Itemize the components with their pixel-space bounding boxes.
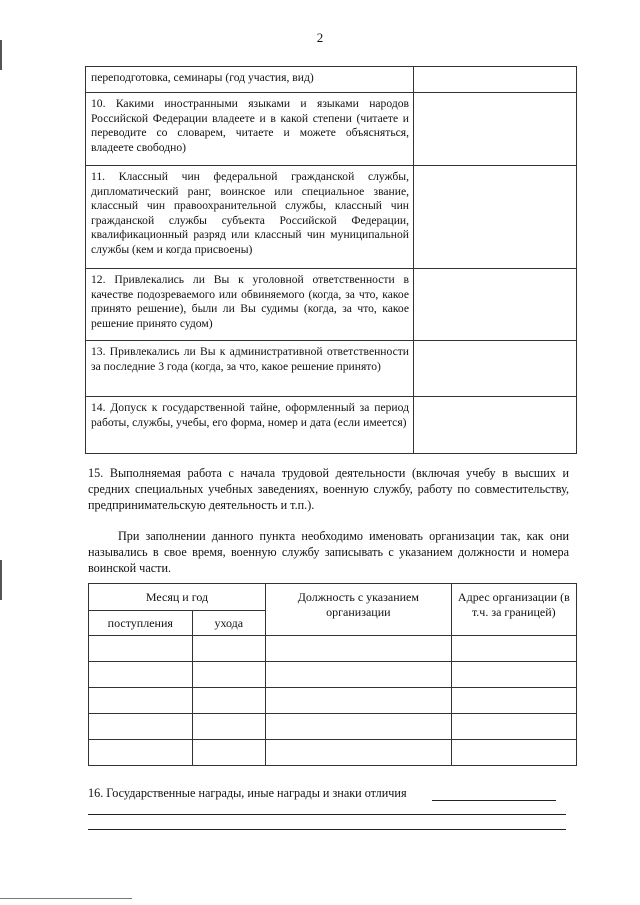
header-end: ухода	[192, 611, 265, 636]
cell-end[interactable]	[192, 636, 265, 662]
header-address: Адрес организации (в т.ч. за границей)	[451, 584, 576, 636]
cell-start[interactable]	[89, 714, 193, 740]
scan-edge-mark	[0, 40, 2, 70]
questions-table	[85, 66, 577, 454]
cell-start[interactable]	[89, 688, 193, 714]
header-position: Должность с указанием организации	[266, 584, 452, 636]
answer-cell[interactable]	[414, 269, 577, 341]
table-row	[89, 714, 577, 740]
table-row	[89, 662, 577, 688]
question-row	[86, 341, 577, 397]
cell-position[interactable]	[266, 688, 452, 714]
page-number: 2	[316, 30, 324, 45]
table-row	[89, 740, 577, 766]
cell-position[interactable]	[266, 662, 452, 688]
section-16-title: 16. Государственные награды, иные награды и знаки отличия	[88, 786, 407, 800]
cell-address[interactable]	[451, 662, 576, 688]
section-16-line[interactable]	[88, 814, 566, 815]
table-row	[89, 636, 577, 662]
cell-end[interactable]	[192, 688, 265, 714]
section-15-title: 15. Выполняемая работа с начала трудовой деятельности (включая учебу в высших и средних специальных учебных заведениях, военную службу, работу по совместительству, предпринимательскую деятельность и т.п.).	[88, 466, 569, 512]
question-row	[86, 166, 577, 269]
table-row	[89, 688, 577, 714]
cell-start[interactable]	[89, 662, 193, 688]
answer-cell[interactable]	[414, 93, 577, 166]
cell-address[interactable]	[451, 714, 576, 740]
question-text: 14. Допуск к государственной тайне, оформленный за период работы, службы, учебы, его форма, номер и дата (если имеется)	[91, 401, 409, 429]
question-text: переподготовка, семинары (год участия, вид)	[91, 71, 314, 84]
question-text: 12. Привлекались ли Вы к уголовной ответственности в качестве подозреваемого или обвиняемого (когда, за что, какое принято решение), были ли Вы судимы (когда, за что, какое решение принято судом)	[91, 273, 409, 330]
section-16-value-line[interactable]	[432, 800, 556, 801]
cell-end[interactable]	[192, 740, 265, 766]
cell-end[interactable]	[192, 662, 265, 688]
header-month-year: Месяц и год	[89, 584, 266, 611]
cell-address[interactable]	[451, 636, 576, 662]
cell-position[interactable]	[266, 636, 452, 662]
footer-divider	[0, 898, 132, 899]
cell-address[interactable]	[451, 740, 576, 766]
question-text: 11. Классный чин федеральной гражданской службы, дипломатический ранг, воинское или специальное звание, классный чин правоохранительной службы, классный чин гражданской службы субъекта Российской Федерации, квалификационный разряд или классный чин муниципальной службы (кем и когда присвоены)	[91, 170, 409, 256]
question-row	[86, 67, 577, 93]
header-start: поступления	[89, 611, 193, 636]
answer-cell[interactable]	[414, 397, 577, 454]
section-16-line[interactable]	[88, 829, 566, 830]
cell-end[interactable]	[192, 714, 265, 740]
answer-cell[interactable]	[414, 67, 577, 93]
answer-cell[interactable]	[414, 166, 577, 269]
cell-start[interactable]	[89, 636, 193, 662]
section-15-note: При заполнении данного пункта необходимо именовать организации так, как они назывались в свое время, военную службу записывать с указанием должности и номера воинской части.	[88, 529, 569, 575]
question-row	[86, 93, 577, 166]
cell-position[interactable]	[266, 740, 452, 766]
scan-edge-mark	[0, 560, 2, 600]
cell-start[interactable]	[89, 740, 193, 766]
question-row	[86, 269, 577, 341]
cell-address[interactable]	[451, 688, 576, 714]
question-row	[86, 397, 577, 454]
cell-position[interactable]	[266, 714, 452, 740]
question-text: 10. Какими иностранными языками и языками народов Российской Федерации владеете и в какой степени (читаете и переводите со словарем, читаете и можете объясняться, владеете свободно)	[91, 97, 409, 154]
answer-cell[interactable]	[414, 341, 577, 397]
question-text: 13. Привлекались ли Вы к административной ответственности за последние 3 года (когда, за что, какое решение принято)	[91, 345, 409, 373]
work-history-table	[88, 583, 577, 766]
